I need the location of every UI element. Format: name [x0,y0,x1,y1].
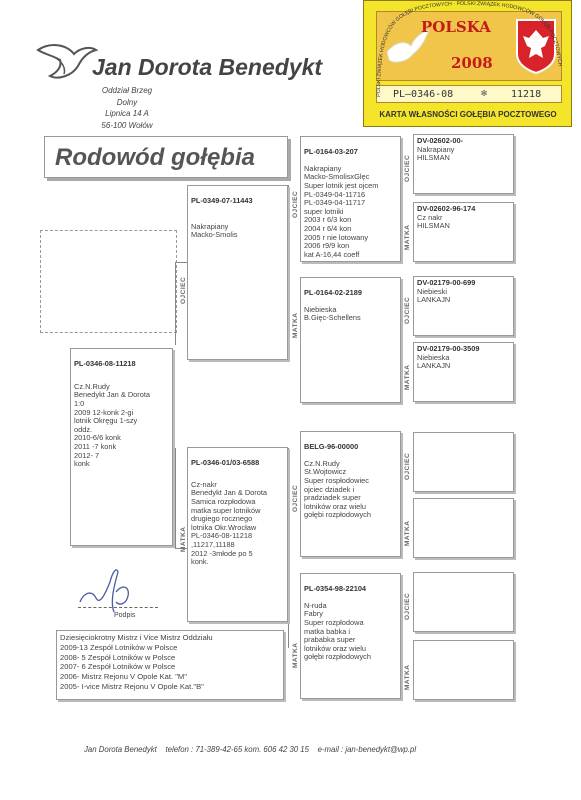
father-ring: PL-0349-07-11443 [191,195,253,205]
connector [402,305,403,373]
gg-card [413,202,514,262]
connector [288,185,289,335]
gg-label: OJCIEC [404,592,411,620]
gg-ring: DV-02179-00-699 [417,278,476,287]
gg-details [414,203,513,233]
dove-logo-icon [36,40,98,84]
gg-description: Niebieski LANKAJN [417,286,451,305]
fm-label: MATKA [292,312,299,338]
father-card [187,185,288,360]
year-label: 2008 [451,54,493,72]
photo-placeholder [40,230,177,333]
gg-ring: DV-02602-00- [417,136,464,145]
gg-details [414,277,513,307]
breeder-address [92,85,162,131]
mm-details [301,574,400,673]
gg-ring: DV-02602-96-174 [417,204,476,213]
fm-ring: PL-0164-02-2189 [304,287,362,297]
mother-ring: PL-0346-01/03-6588 [191,457,260,467]
bird-description: Cz.N.Rudy Benedykt Jan & Dorota 1:0 2009 12-konk 2-gi lotnik Okręgu 1-szy oddz. 2010-6/6 konk 2011 -7 konk 2012- 7 konk [74,381,151,469]
gg-card [413,342,514,402]
signature-line [78,607,158,608]
gg-card-empty [413,572,514,632]
card-ring: PL—0346-08 [393,89,454,100]
contact-footer: Jan Dorota Benedykt telefon : 71-389-42-65 kom. 606 42 30 15 e-mail : jan-benedykt@wp.pl [84,745,417,754]
ownership-card [363,0,572,127]
gg-ring: DV-02179-00-3509 [417,344,480,353]
ff-description: Nakrapiany Macko-SmolisxGlęc Super lotnik jest ojcem PL-0349-04-11716 PL-0349-04-11717 super lotniki 2003 r 6/3 kon 2004 r 6/4 kon 2005 r nie lotowany 2006 r9/9 kon kat A-16,44 coeff [304,163,379,259]
fm-details [301,278,400,334]
father-label: OJCIEC [180,276,187,304]
mf-label: OJCIEC [292,484,299,512]
connector [402,600,403,668]
gg-label: OJCIEC [404,452,411,480]
bird-card [70,348,173,546]
card-ring-text [364,1,573,128]
address-line: Oddział Brzeg Dolny [101,86,153,107]
connector [402,463,403,528]
gg-details [414,135,513,165]
gg-label: OJCIEC [404,154,411,182]
connector [288,448,289,648]
address-line: Lipnica 14 A [105,109,149,118]
gg-description: Nakrapiany HILSMAN [417,144,455,163]
mother-label: MATKA [180,526,187,552]
gg-card-empty [413,432,514,492]
mf-description: Cz.N.Rudy St.Wojtowicz Super rospłodowiec ojciec dziadek i pradziadek super lotników oraz wielu gołębi rozpłodowych [304,458,371,520]
gg-card [413,276,514,336]
ff-label: OJCIEC [292,190,299,218]
mf-ring: BELG-96-00000 [304,441,359,451]
gg-description: Cz nakr HILSMAN [417,212,450,231]
fm-description: Niebieska B.Gięc-Schellens [304,304,361,323]
gg-label: MATKA [404,664,411,690]
star-icon: ✻ [481,88,488,99]
grandmother-paternal-card [300,277,401,403]
mother-description: Cz-nakr Benedykt Jan & Dorota Samica rozpłodowa matka super lotników drugiego rocznego lotnika Okr.Wrocław PL-0346-08-11218 ,11217,11188 2012 -3młode po 5 konk. [191,479,268,567]
achievements-box [56,630,284,700]
gg-description: Niebieska LANKAJN [417,352,451,371]
gg-label: MATKA [404,224,411,250]
mm-label: MATKA [292,642,299,668]
gg-card-empty [413,498,514,558]
ff-details [301,137,400,270]
title-box [44,136,288,178]
page-title: Rodowód gołębia [55,144,255,171]
mm-description: N-ruda Fabry Super rozpłodowa matka babka i prababka super lotników oraz wielu gołębi rozpłodowych [304,600,371,662]
connector [175,262,176,345]
mf-details [301,432,400,531]
bird-details [71,349,172,479]
mm-ring: PL-0354-98-22104 [304,583,367,593]
svg-text:POLSKI ZWIĄZEK HODOWCÓW GOŁĘBI: POLSKI ZWIĄZEK HODOWCÓW GOŁĘBI POCZTOWYCH · POLSKI ZWIĄZEK HODOWCÓW GOŁĘBI POCZTOWYCH [375,1,563,97]
grandmother-maternal-card [300,573,401,699]
country-label: POLSKA [421,18,491,36]
card-footer: KARTA WŁASNOŚCI GOŁĘBIA POCZTOWEGO [379,110,557,119]
signature-label: Podpis [114,612,136,619]
mother-details [188,448,287,577]
connector [175,448,176,548]
breeder-name: Jan Dorota Benedykt [92,54,323,80]
gg-label: MATKA [404,520,411,546]
signature-icon [70,562,150,622]
bird-ring: PL-0346-08-11218 [74,358,136,368]
connector [402,168,403,226]
address-line: 56-100 Wołów [101,120,153,130]
grandfather-paternal-card [300,136,401,262]
gg-card [413,134,514,194]
mother-card [187,447,288,622]
achievements-text: Dziesięciokrotny Mistrz i Vice Mistrz Oddziału 2009-13 Zespół Lotników w Polsce 2008- 5 Zespół Lotników w Polsce 2007- 6 Zespół Lotników w Polsce 2006- Mistrz Rejonu V Opole Kat. "M" 2005- I-vice Mistrz Rejonu V Opole Kat."B" [60,633,213,691]
card-number: 11218 [511,89,542,100]
grandfather-maternal-card [300,431,401,557]
gg-card-empty [413,640,514,700]
gg-details [414,343,513,373]
father-details [188,186,287,251]
gg-label: MATKA [404,364,411,390]
father-description: Nakrapiany Macko-Smolis [191,221,238,240]
ff-ring: PL-0164-03-207 [304,146,358,156]
gg-label: OJCIEC [404,296,411,324]
